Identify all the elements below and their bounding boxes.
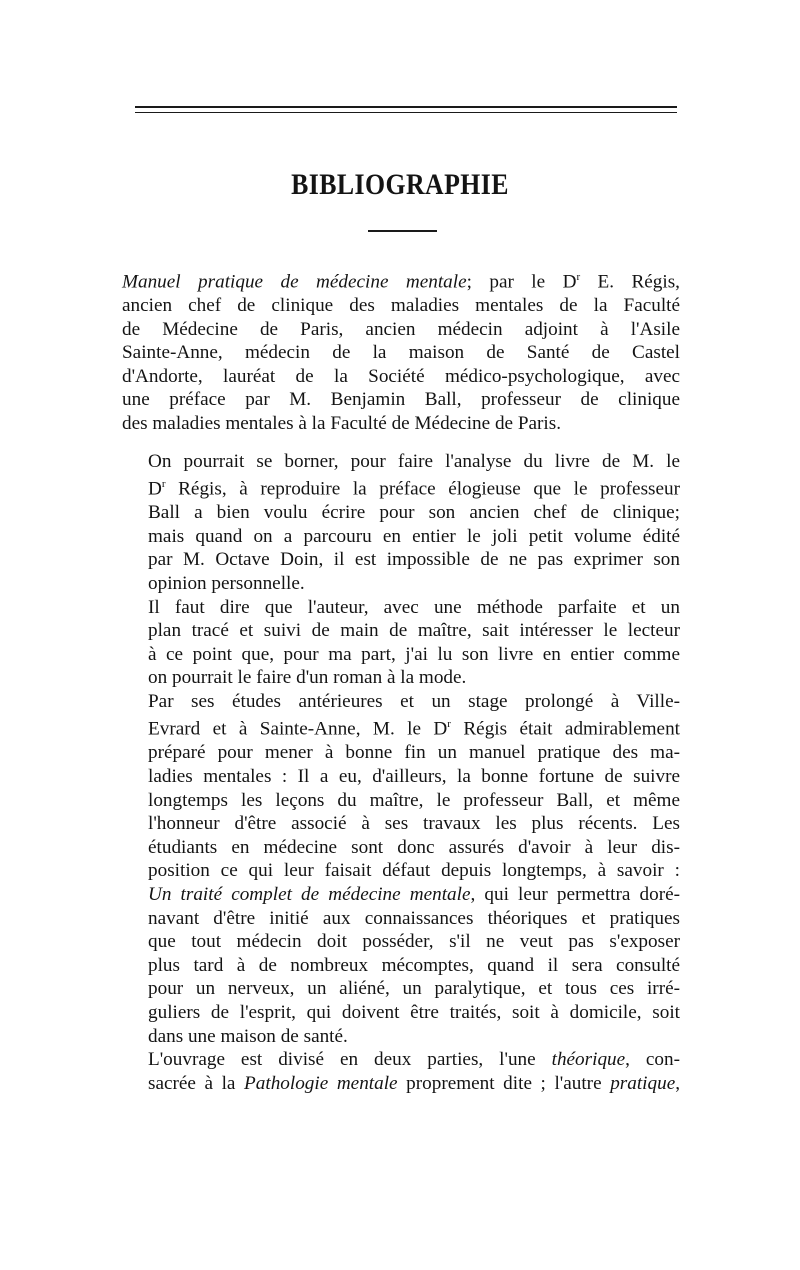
text-line: longtemps les leçons du maître, le professeur Ball, et même — [148, 789, 680, 811]
text-line: Ball a bien voulu écrire pour son ancien chef de clinique; — [148, 502, 680, 524]
body-text — [122, 266, 680, 1095]
text-line: Par ses études antérieures et un stage prolongé à Ville- — [148, 690, 680, 712]
text-line: Il faut dire que l'auteur, avec une méthode parfaite et un — [148, 596, 680, 618]
entry-line: une préface par M. Benjamin Ball, professeur de clinique — [122, 389, 680, 411]
text-line: opinion personnelle. — [148, 572, 305, 594]
text-line: que tout médecin doit posséder, s'il ne veut pas s'exposer — [148, 931, 680, 953]
text-line: à ce point que, pour ma part, j'ai lu son livre en entier comme — [148, 643, 680, 665]
title-underline — [368, 230, 437, 232]
text-line: Un traité complet de médecine mentale, qui leur permettra doré- — [148, 884, 680, 906]
paragraph-1 — [122, 450, 680, 596]
entry-line: de Médecine de Paris, ancien médecin adjoint à l'Asile — [122, 318, 680, 340]
text-line: On pourrait se borner, pour faire l'analyse du livre de M. le — [148, 450, 680, 472]
top-double-rule — [135, 106, 677, 113]
entry-line: Sainte-Anne, médecin de la maison de Santé de Castel — [122, 342, 680, 364]
entry-line: d'Andorte, lauréat de la Société médico-psychologique, avec — [122, 365, 680, 387]
text-line: plan tracé et suivi de main de maître, sait intéresser le lecteur — [148, 620, 680, 642]
text-line: dans une maison de santé. — [148, 1025, 348, 1047]
text-line: étudiants en médecine sont donc assurés d'avoir à leur dis- — [148, 836, 680, 858]
text-line: L'ouvrage est divisé en deux parties, l'une théorique, con- — [148, 1049, 680, 1071]
text-line: préparé pour mener à bonne fin un manuel pratique des ma- — [148, 742, 680, 764]
bibliographic-entry — [122, 266, 680, 436]
text-line: l'honneur d'être associé à ses travaux les plus récents. Les — [148, 813, 680, 835]
text-line: par M. Octave Doin, il est impossible de ne pas exprimer son — [148, 549, 680, 571]
paragraph-3 — [122, 690, 680, 1048]
entry-line: Manuel pratique de médecine mentale; par le $D^r$ E. Régis, — [122, 271, 680, 293]
text-line: plus tard à de nombreux mécomptes, quand il sera consulté — [148, 954, 680, 976]
text-line: $D^r$ Régis, à reproduire la préface élogieuse que le professeur — [148, 478, 680, 500]
entry-line: ancien chef de clinique des maladies mentales de la Faculté — [122, 294, 680, 316]
text-line: sacrée à la Pathologie mentale proprement dite ; l'autre pratique, — [148, 1072, 681, 1094]
entry-line: des maladies mentales à la Faculté de Médecine de Paris. — [122, 412, 562, 434]
text-line: pour un nerveux, un aliéné, un paralytique, et tous ces irré- — [148, 978, 680, 1000]
page-title: BIBLIOGRAPHIE — [291, 168, 509, 201]
text-line: mais quand on a parcouru en entier le joli petit volume édité — [148, 525, 680, 547]
text-line: guliers de l'esprit, qui doivent être traités, soit à domicile, soit — [148, 1001, 680, 1023]
text-line: navant d'être initié aux connaissances théoriques et pratiques — [148, 907, 680, 929]
text-line: on pourrait le faire d'un roman à la mode. — [148, 667, 467, 689]
paragraph-4 — [122, 1048, 680, 1095]
text-line: Evrard et à Sainte-Anne, M. le $D^r$ Régis était admirablement — [148, 718, 681, 740]
text-line: ladies mentales : Il a eu, d'ailleurs, la bonne fortune de suivre — [148, 766, 680, 788]
text-line: position ce qui leur faisait défaut depuis longtemps, à savoir : — [148, 860, 680, 882]
paragraph-2 — [122, 596, 680, 690]
